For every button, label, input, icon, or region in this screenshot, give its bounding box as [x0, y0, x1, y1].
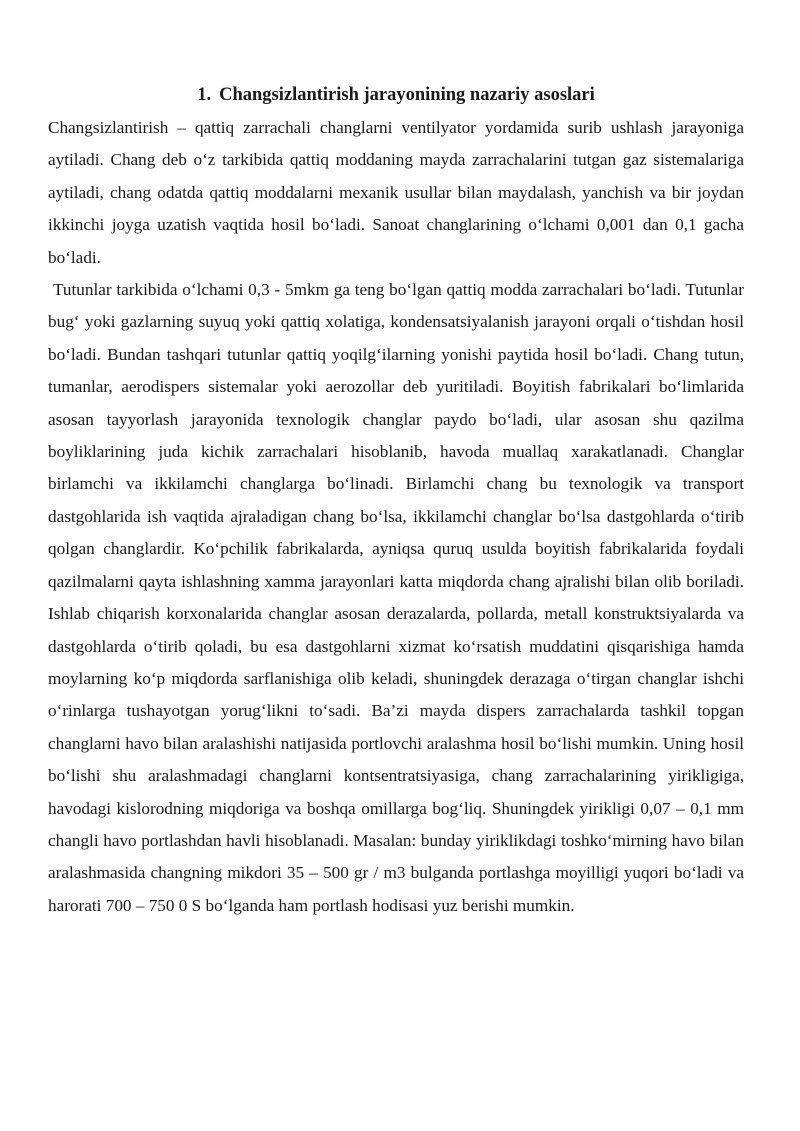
section-heading: [48, 80, 744, 110]
paragraph-2: Tutunlar tarkibida o‘lchami 0,3 - 5mkm ga teng bo‘lgan qattiq modda zarrachalari bo‘ladi. Tutunlar bug‘ yoki gazlarning suyuq yoki qattiq xolatiga, kondensatsiyalanish jarayoni orqali o‘tishdan hosil bo‘ladi. Bundan tashqari tutunlar qattiq yoqilg‘ilarning yonishi paytida hosil bo‘ladi. Chang tutun, tumanlar, aerodispers sistemalar yoki aerozollar deb yuritiladi. Boyitish fabrikalari bo‘limlarida asosan tayyorlash jarayonida texnologik changlar paydo bo‘ladi, ular asosan shu qazilma boyliklarining juda kichik zarrachalari hisoblanib, havoda muallaq xarakatlanadi. Changlar birlamchi va ikkilamchi changlarga bo‘linadi. Birlamchi chang bu texnologik va transport dastgohlarida ish vaqtida ajraladigan chang bo‘lsa, ikkilamchi changlar bo‘lsa dastgohlarda o‘tirib qolgan changlardir. Ko‘pchilik fabrikalarda, ayniqsa quruq usulda boyitish fabrikalarida foydali qazilmalarni qayta ishlashning xamma jarayonlari katta miqdorda chang ajralishi bilan olib boriladi. Ishlab chiqarish korxonalarida changlar asosan derazalarda, pollarda, metall konstruktsiyalarda va dastgohlarda o‘tirib qoladi, bu esa dastgohlarni xizmat ko‘rsatish muddatini qisqarishiga hamda moylarning ko‘p miqdorda sarflanishiga olib keladi, shuningdek derazaga o‘tirgan changlar ishchi o‘rinlarga tushayotgan yorug‘likni to‘sadi. Ba’zi mayda dispers zarrachalarda tashkil topgan changlarni havo bilan aralashishi natijasida portlovchi aralashma hosil bo‘lishi mumkin. Uning hosil bo‘lishi shu aralashmadagi changlarni kontsentratsiyasiga, chang zarrachalarining yirikligiga, havodagi kislorodning miqdoriga va boshqa omillarga bog‘liq. Shuningdek yirikligi 0,07 – 0,1 mm changli havo portlashdan havli hisoblanadi. Masalan: bunday yiriklikdagi toshko‘mirning havo bilan aralashmasida changning mikdori 35 – 500 gr / m3 bulganda portlashga moyilligi yuqori bo‘ladi va harorati 700 – 750 0 S bo‘lganda ham portlash hodisasi yuz berishi mumkin.: [48, 280, 744, 915]
section-title: Changsizlantirish jarayonining nazariy asoslari: [219, 85, 595, 105]
paragraph-1: Changsizlantirish – qattiq zarrachali changlarni ventilyator yordamida surib ushlash jarayoniga aytiladi. Chang deb o‘z tarkibida qattiq moddaning mayda zarrachalarini tutgan gaz sistemalariga aytiladi, chang odatda qattiq moddalarni mexanik usullar bilan maydalash, yanchish va bir joydan ikkinchi joyga uzatish vaqtida hosil bo‘ladi. Sanoat changlarining o‘lchami 0,001 dan 0,1 gacha bo‘ladi.: [48, 118, 744, 267]
section-number: 1.: [197, 85, 212, 105]
document-body: [48, 80, 744, 922]
